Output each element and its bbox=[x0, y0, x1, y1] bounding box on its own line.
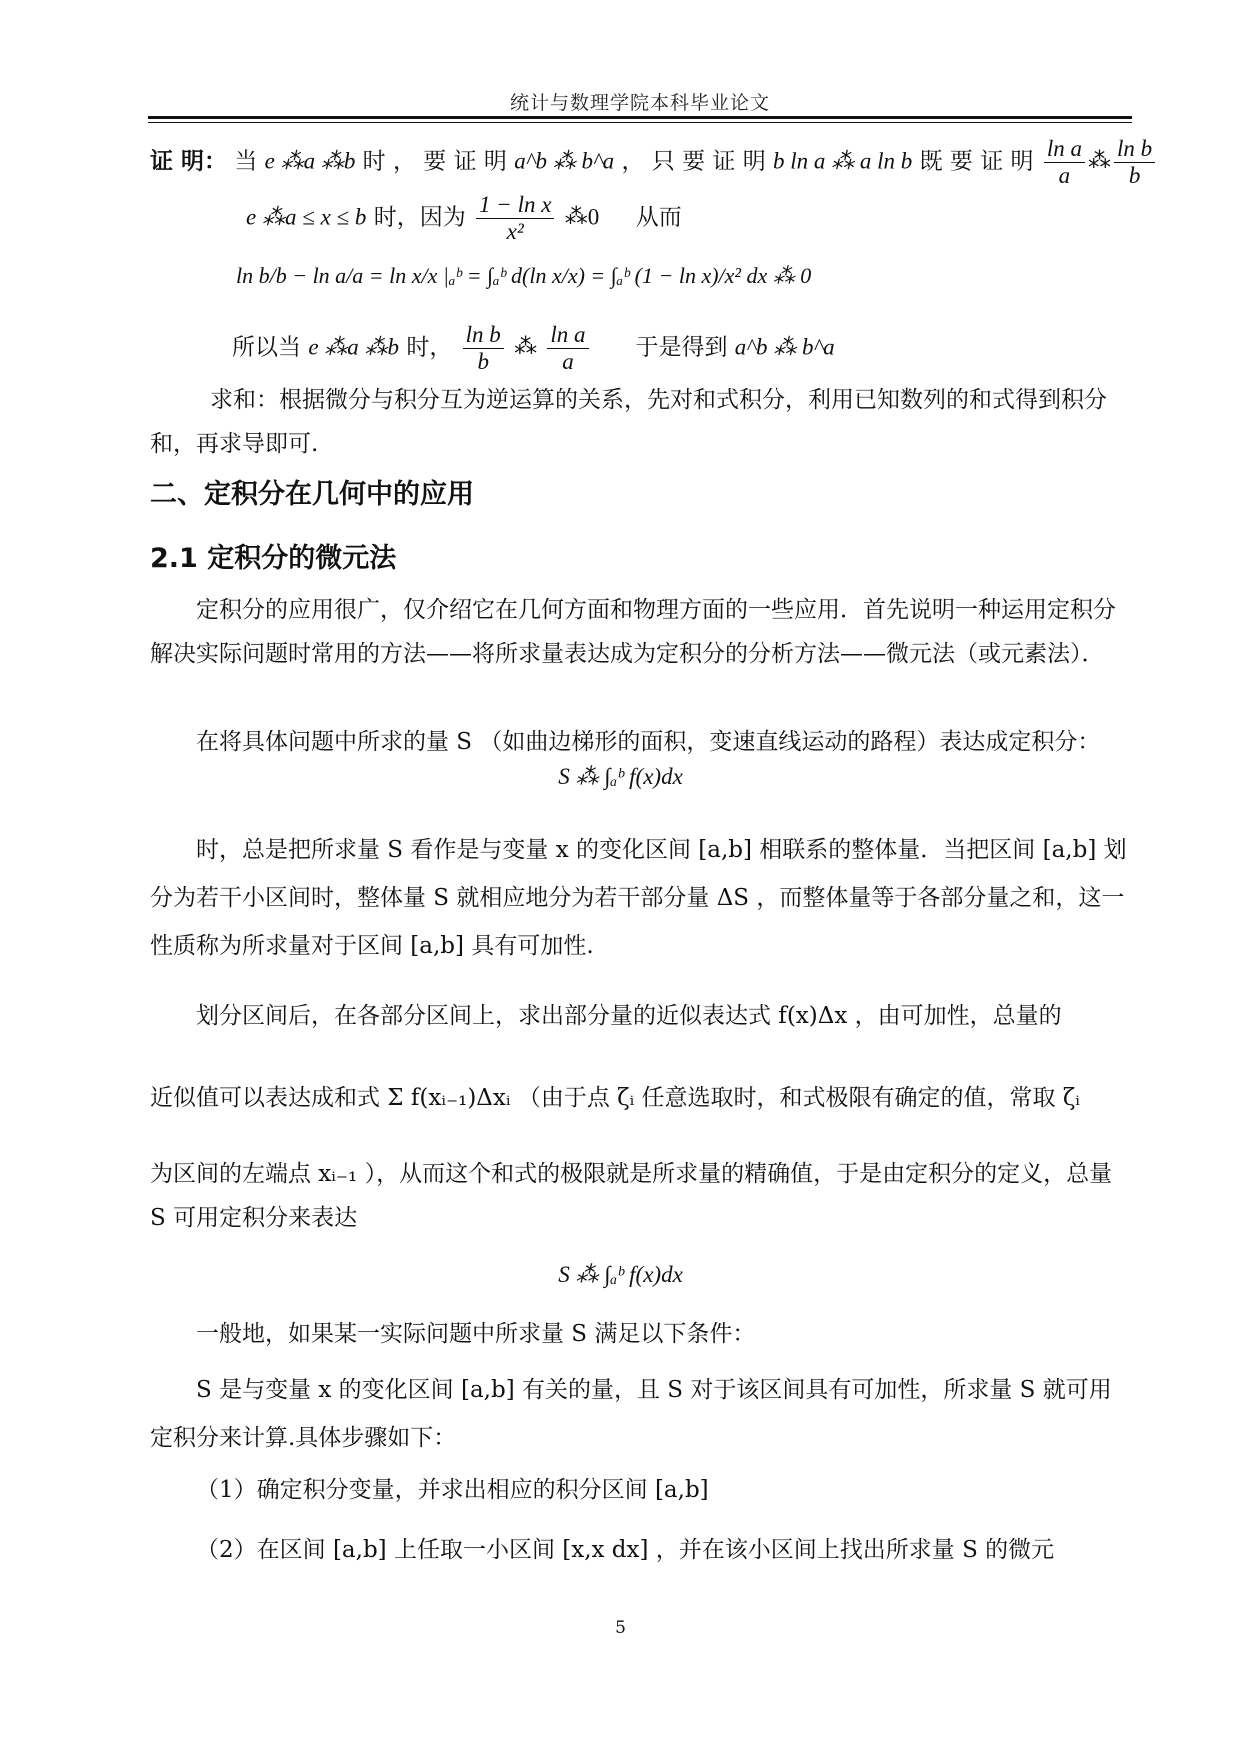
running-header: 统计与数理学院本科毕业论文 bbox=[509, 92, 770, 114]
subsection-heading: 2.1 定积分的微元法 bbox=[150, 543, 397, 574]
paragraph-2: 在将具体问题中所求的量 S （如曲边梯形的面积，变速直线运动的路程）表达成定积分： bbox=[196, 729, 1101, 755]
proof-need: 既 要 证 明 bbox=[919, 148, 1034, 175]
proof-line4-post: 于是得到 bbox=[635, 334, 728, 361]
paragraph-8: S 是与变量 x 的变化区间 [a,b] 有关的量，且 S 对于该区间具有可加性，所求量 S 就可用定积分来计算.具体步骤如下： bbox=[150, 1377, 1112, 1451]
section-heading: 二、定积分在几何中的应用 bbox=[150, 479, 474, 510]
proof-line4-result: a^b ⁂ b^a bbox=[734, 334, 835, 360]
proof-when: 时 ， 要 证 明 bbox=[362, 148, 507, 175]
proof-line-4 bbox=[232, 322, 835, 375]
proof-line-2 bbox=[246, 192, 682, 245]
proof-line4-fraction-1: $\frac{\text{ln b}}{b}$ bbox=[463, 322, 504, 375]
paragraph-5: 近似值可以表达成和式 Σ f(xᵢ₋₁)Δxᵢ （由于点 ζᵢ 任意选取时，和式极限有确定的值，常取 ζᵢ bbox=[150, 1085, 1080, 1111]
header-rule-thick bbox=[148, 116, 1132, 119]
paragraph-4: 划分区间后，在各部分区间上，求出部分量的近似表达式 f(x)Δx ，由可加性，总量的 bbox=[196, 1003, 1062, 1029]
paragraph-3: 时，总是把所求量 S 看作是与变量 x 的变化区间 [a,b] 相联系的整体量．当把区间 [a,b] 划分为若干小区间时，整体量 S 就相应地分为若干部分量 ΔS ，而整体量等于各部分量之和，这一性质称为所求量对于区间 [a,b] 具有可加性. bbox=[150, 837, 1127, 959]
paragraph-7: 一般地，如果某一实际问题中所求量 S 满足以下条件： bbox=[196, 1321, 756, 1347]
proof-line4-condition: e ⁂a ⁂b bbox=[308, 334, 400, 360]
proof-line4-pre: 所以当 bbox=[232, 334, 301, 361]
proof-line2-end: 从而 bbox=[635, 204, 682, 231]
proof-only: ， 只 要 证 明 bbox=[621, 148, 766, 175]
paragraph-6: 为区间的左端点 xᵢ₋₁ ），从而这个和式的极限就是所求量的精确值，于是由定积分的定义，总量 S 可用定积分来表达 bbox=[150, 1161, 1113, 1231]
proof-line2-fraction: $\frac{\text{1 − ln x}}{\text{x²}}$ bbox=[476, 192, 554, 245]
step-1: （1）确定积分变量，并求出相应的积分区间 [a,b] bbox=[196, 1477, 709, 1503]
step-2: （2）在区间 [a,b] 上任取一小区间 [x,x dx] ，并在该小区间上找出所求量 S 的微元 bbox=[196, 1537, 1055, 1563]
proof-line4-when: 时， bbox=[406, 334, 453, 361]
proof-line-3: ln b/b − ln a/a = ln x/x |ₐᵇ = ∫ₐᵇ d(ln x/x) = ∫ₐᵇ (1 − ln x)/x² dx ⁂ 0 bbox=[236, 263, 812, 288]
proof-label: 证 明： bbox=[150, 148, 228, 175]
sum-note-paragraph: 求和：根据微分与积分互为逆运算的关系，先对和式积分，利用已知数列的和式得到积分和，再求导即可. bbox=[150, 387, 1107, 457]
page-number: 5 bbox=[615, 1618, 626, 1638]
header-rule-thin bbox=[148, 122, 1132, 123]
paragraph-1: 定积分的应用很广，仅介绍它在几何方面和物理方面的一些应用．首先说明一种运用定积分解决实际问题时常用的方法——将所求量表达成为定积分的分析方法——微元法（或元素法）． bbox=[150, 597, 1116, 667]
proof-line-1: 证 明： 当 e ⁂a ⁂b 时 ， 要 证 明 a^b ⁂ b^a ， 只 要 证 明 b ln a ⁂ a ln b 既 要 证 明 $\frac{\text{ln a}}{a}$ ⁂ $\frac{\text{ln b}}{b}$ bbox=[150, 136, 1158, 189]
proof-intro: 当 bbox=[234, 148, 258, 175]
proof-inequality-2: b ln a ⁂ a ln b bbox=[773, 148, 913, 174]
proof-line4-compare: ⁂ bbox=[514, 334, 538, 360]
equation-2: S ⁂ ∫ₐᵇ f(x)dx bbox=[558, 1262, 683, 1287]
equation-1: S ⁂ ∫ₐᵇ f(x)dx bbox=[558, 764, 683, 789]
proof-line2-when: 时，因为 bbox=[373, 204, 466, 231]
proof-line4-fraction-2: $\frac{\text{ln a}}{a}$ bbox=[547, 322, 588, 375]
proof-line2-compare: ⁂0 bbox=[564, 204, 600, 230]
proof-inequality: a^b ⁂ b^a bbox=[514, 148, 615, 174]
proof-fraction-2: $\frac{\text{ln b}}{b}$ bbox=[1114, 136, 1155, 189]
proof-condition: e ⁂a ⁂b bbox=[264, 148, 356, 174]
proof-line2-condition: e ⁂a ≤ x ≤ b bbox=[246, 204, 367, 230]
proof-fraction-1: $\frac{\text{ln a}}{a}$ bbox=[1044, 136, 1085, 189]
